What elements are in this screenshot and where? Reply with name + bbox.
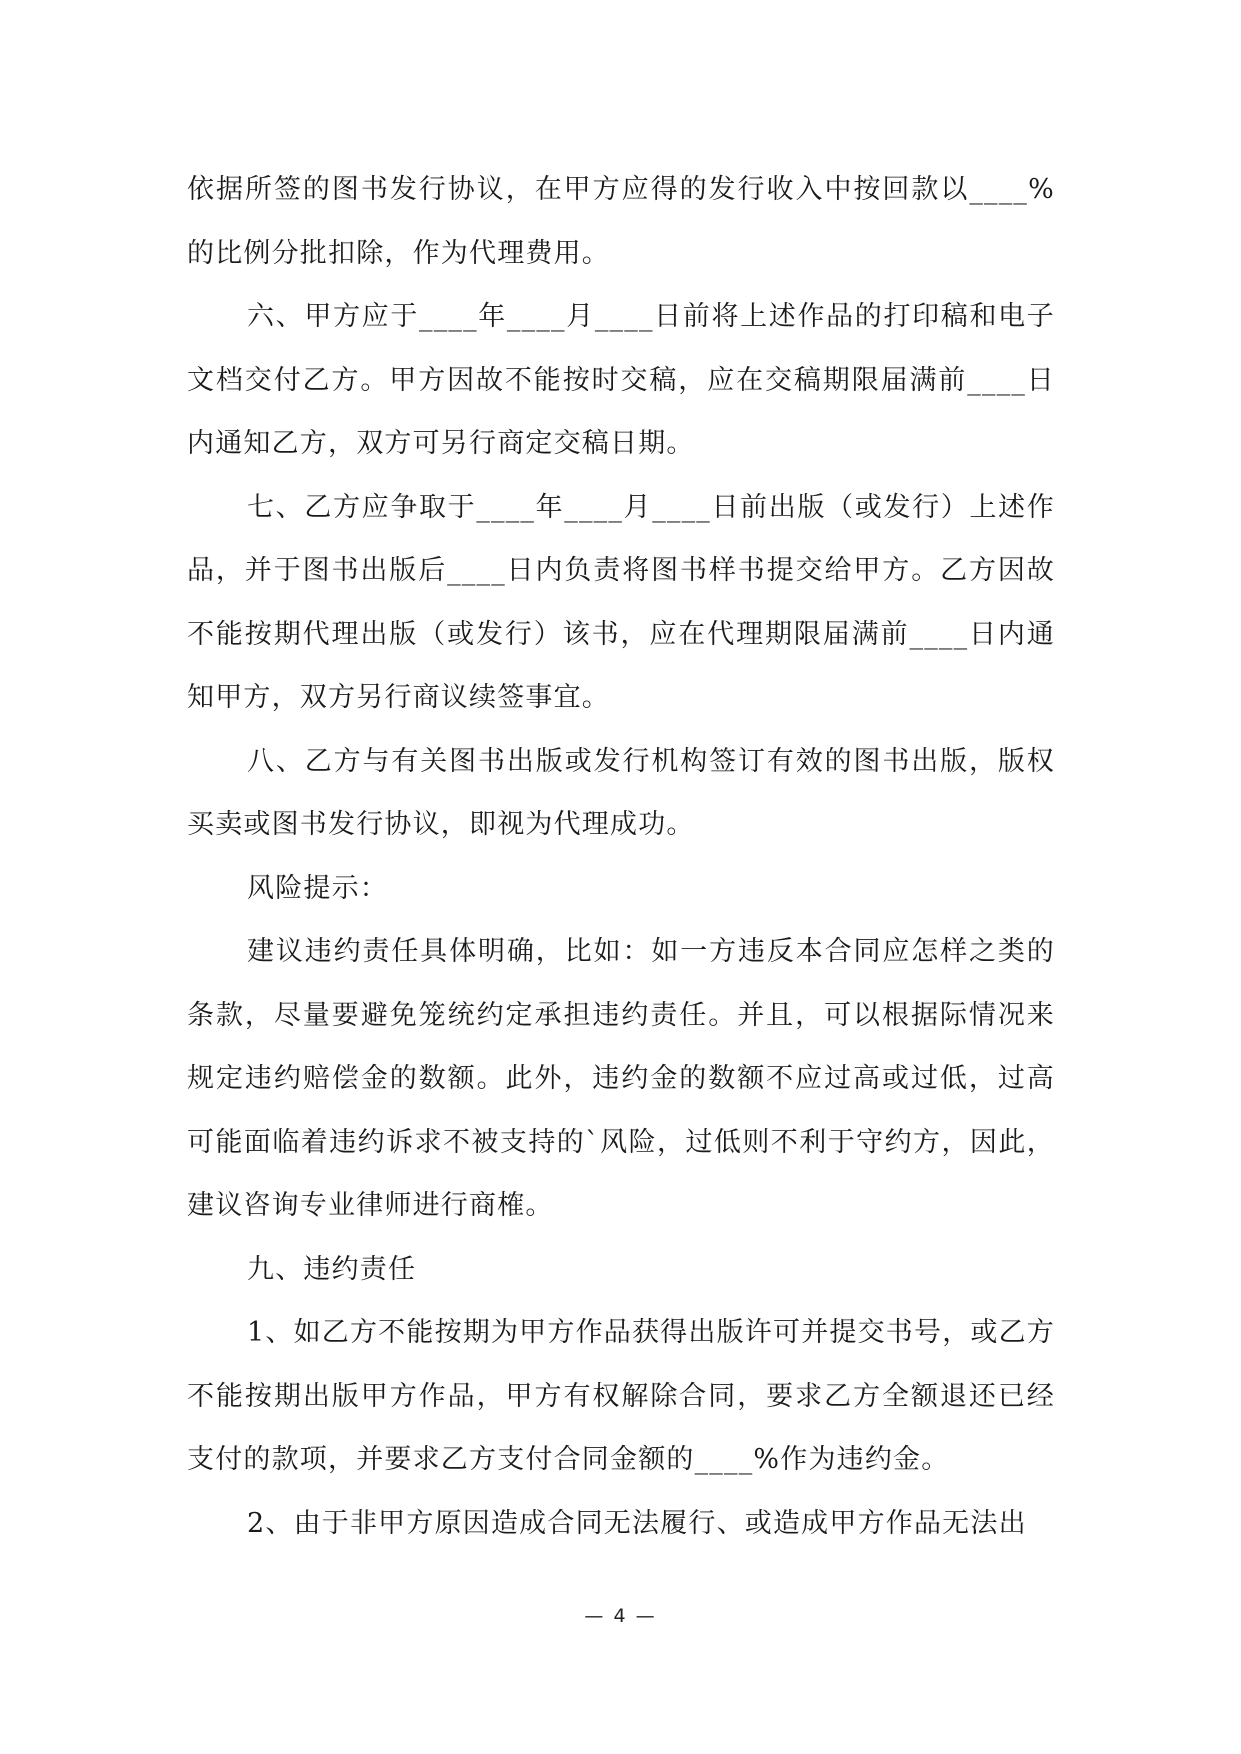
paragraph-clause-9-1: 1、如乙方不能按期为甲方作品获得出版许可并提交书号，或乙方不能按期出版甲方作品，甲方有权解除合同，要求乙方全额退还已经支付的款项，并要求乙方支付合同金额的____%作为违约金。 <box>187 1317 1055 1475</box>
paragraph-clause-7: 七、乙方应争取于____年____月____日前出版（或发行）上述作品，并于图书出版后____日内负责将图书样书提交给甲方。乙方因故不能按期代理出版（或发行）该书，应在代理期限届满前____日内通知甲方，双方另行商议续签事宜。 <box>187 491 1055 713</box>
clause-9-heading: 九、违约责任 <box>247 1253 417 1285</box>
page-number: — 4 — <box>584 1605 657 1627</box>
risk-tip-heading: 风险提示： <box>247 872 388 904</box>
paragraph-clause-9-2: 2、由于非甲方原因造成合同无法履行、或造成甲方作品无法出 <box>247 1507 1027 1539</box>
document-body <box>187 158 1055 1555</box>
paragraph-risk-tip: 建议违约责任具体明确，比如：如一方违反本合同应怎样之类的条款，尽量要避免笼统约定承担违约责任。并且，可以根据际情况来规定违约赔偿金的数额。此外，违约金的数额不应过高或过低，过高可能面临着违约诉求不被支持的`风险，过低则不利于守约方，因此，建议咨询专业律师进行商榷。 <box>187 936 1055 1221</box>
paragraph-agency-fee: 依据所签的图书发行协议，在甲方应得的发行收入中按回款以____%的比例分批扣除，作为代理费用。 <box>187 174 1055 269</box>
paragraph-clause-8: 八、乙方与有关图书出版或发行机构签订有效的图书出版，版权买卖或图书发行协议，即视为代理成功。 <box>187 745 1055 840</box>
paragraph-clause-6: 六、甲方应于____年____月____日前将上述作品的打印稿和电子文档交付乙方。甲方因故不能按时交稿，应在交稿期限届满前____日内通知乙方，双方可另行商定交稿日期。 <box>187 301 1055 459</box>
